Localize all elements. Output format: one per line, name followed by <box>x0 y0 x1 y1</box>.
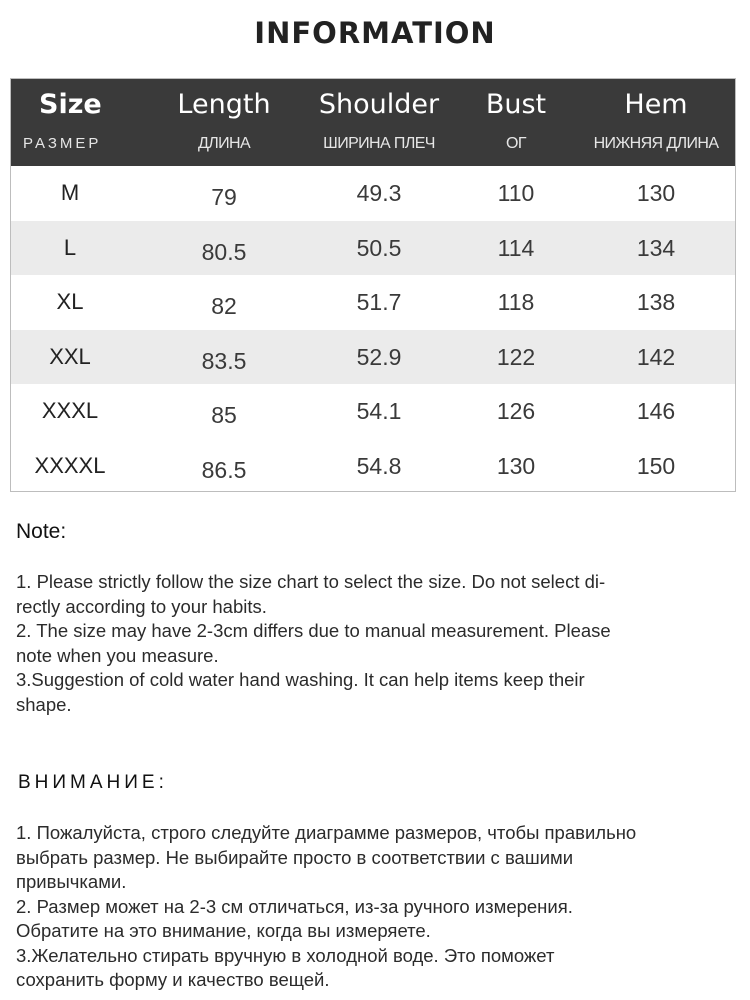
cell-shoulder: 49.3 <box>356 180 402 206</box>
note-line: rectly according to your habits. <box>16 595 267 617</box>
attention-line: выбрать размер. Не выбирайте просто в соответствии с вашими <box>16 846 574 868</box>
cell-length: 80.5 <box>201 238 247 265</box>
header-size <box>11 79 151 166</box>
note-line: 2. The size may have 2-3cm differs due to manual measurement. Please <box>16 620 611 641</box>
cell-hem: 134 <box>636 234 676 261</box>
attention-line: сохранить форму и качество вещей. <box>16 969 330 990</box>
header-length-label: Length <box>177 89 271 120</box>
cell-length: 79 <box>211 184 237 210</box>
cell-shoulder: 54.1 <box>356 398 402 424</box>
attention-line: 2. Размер может на 2-3 см отличаться, из-за ручного измерения. <box>16 895 573 917</box>
cell-hem: 150 <box>636 452 676 479</box>
attention-text <box>16 821 732 993</box>
header-length-ru-label: ДЛИНА <box>197 135 251 152</box>
note-line: note when you measure. <box>16 644 219 666</box>
page-title: INFORMATION <box>254 16 496 50</box>
note-line: 1. Please strictly follow the size chart to select the size. Do not select di- <box>16 571 606 592</box>
header-size-ru-label: РАЗМЕР <box>23 135 102 152</box>
note-line: 3.Suggestion of cold water hand washing. It can help items keep their <box>16 669 585 690</box>
cell-hem: 142 <box>636 343 676 370</box>
cell-bust: 118 <box>497 289 535 315</box>
table-row <box>11 221 735 276</box>
header-shoulder <box>307 79 451 166</box>
cell-length: 85 <box>211 402 237 428</box>
cell-shoulder: 54.8 <box>356 452 402 479</box>
note-heading: Note: <box>16 520 67 543</box>
table-body <box>11 166 735 493</box>
cell-shoulder: 51.7 <box>356 289 402 315</box>
table-header <box>11 79 735 166</box>
cell-length: 83.5 <box>201 347 247 374</box>
cell-bust: 130 <box>496 452 536 479</box>
header-shoulder-label: Shoulder <box>318 89 440 120</box>
cell-bust: 110 <box>497 180 535 206</box>
cell-bust: 122 <box>496 343 536 370</box>
header-hem <box>581 79 731 166</box>
header-hem-label: Hem <box>624 89 688 120</box>
attention-line: 3.Желательно стирать вручную в холодной воде. Это поможет <box>16 944 555 966</box>
cell-size: XL <box>56 289 84 314</box>
cell-size: XXXL <box>41 398 99 423</box>
cell-length: 86.5 <box>201 456 247 483</box>
cell-size: M <box>60 180 80 205</box>
cell-hem: 146 <box>636 398 676 424</box>
note-text <box>16 570 732 717</box>
cell-length: 82 <box>211 293 237 319</box>
attention-line: привычками. <box>16 871 127 892</box>
table-row <box>11 330 735 385</box>
cell-hem: 138 <box>636 289 676 315</box>
table-row <box>11 275 735 330</box>
cell-shoulder: 52.9 <box>356 343 402 370</box>
note-line: shape. <box>16 693 72 715</box>
header-bust-label: Bust <box>485 89 547 120</box>
attention-line: Обратите на это внимание, когда вы измеряете. <box>16 920 431 941</box>
cell-size: XXXXL <box>34 452 106 478</box>
header-bust-ru-label: ОГ <box>506 135 526 152</box>
attention-line: 1. Пожалуйста, строго следуйте диаграмме размеров, чтобы правильно <box>16 822 637 843</box>
header-size-label: Size <box>39 89 102 120</box>
table-row <box>11 166 735 221</box>
header-shoulder-ru-label: ШИРИНА ПЛЕЧ <box>323 135 435 152</box>
table-row <box>11 439 735 494</box>
attention-heading: ВНИМАНИЕ: <box>18 772 168 793</box>
cell-bust: 126 <box>496 398 536 424</box>
size-chart-table <box>10 78 736 492</box>
cell-bust: 114 <box>497 234 535 261</box>
cell-shoulder: 50.5 <box>356 234 402 261</box>
header-length <box>151 79 297 166</box>
header-bust <box>451 79 581 166</box>
table-row <box>11 384 735 439</box>
cell-size: XXL <box>49 343 91 369</box>
header-hem-ru-label: НИЖНЯЯ ДЛИНА <box>593 135 719 152</box>
cell-hem: 130 <box>636 180 676 206</box>
cell-size: L <box>63 234 77 260</box>
